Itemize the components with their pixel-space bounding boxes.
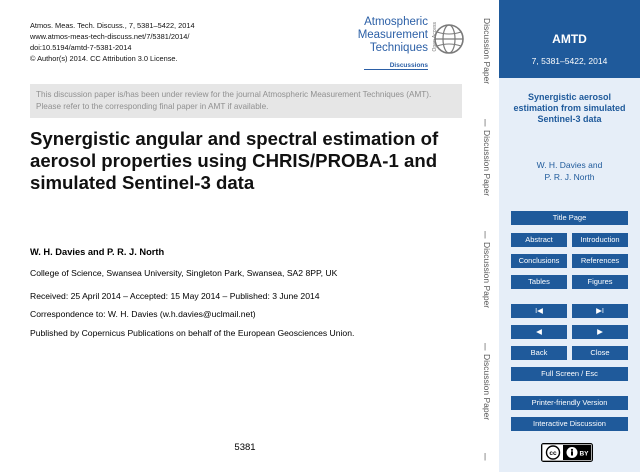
logo-line-1: Atmospheric [364,16,428,28]
abstract-button[interactable]: Abstract [511,233,567,247]
svg-text:cc: cc [549,450,557,457]
journal-abbreviation: AMTD [552,32,587,46]
globe-emblem-icon [432,22,466,56]
page-number: 5381 [234,442,256,453]
affiliation: College of Science, Swansea University, Singleton Park, Swansea, SA2 8PP, UK [30,268,338,278]
back-button[interactable]: Back [511,346,567,360]
journal-url[interactable]: www.atmos-meas-tech-discuss.net/7/5381/2014/ [30,32,190,41]
correspondence: Correspondence to: W. H. Davies (w.h.davies@uclmail.net) [30,309,256,319]
navigation-sidebar [499,0,640,472]
logo-subtitle: Discussions [389,62,428,69]
logo-rule [364,69,428,70]
strip-separator: | [483,342,487,351]
license-line: © Author(s) 2014. CC Attribution 3.0 License. [30,54,178,63]
svg-text:BY: BY [579,450,589,458]
conclusions-button[interactable]: Conclusions [511,254,567,268]
sidebar-author-line: P. R. J. North [544,172,595,182]
header-meta [30,20,195,64]
strip-label: Discussion Paper [482,130,492,197]
review-notice [30,84,462,118]
strip-separator: | [483,118,487,127]
last-page-icon[interactable]: ▶I [572,304,628,318]
citation: Atmos. Meas. Tech. Discuss., 7, 5381–5422, 2014 [30,21,195,30]
printer-friendly-button[interactable]: Printer-friendly Version [511,396,628,410]
journal-logo [338,16,468,72]
logo-line-2: Measurement [357,29,428,41]
sidebar-header [499,0,640,78]
close-button[interactable]: Close [572,346,628,360]
review-notice-text: This discussion paper is/has been under review for the journal Atmospheric Measurement Techniques (AMT). Please refer to the corresponding final paper in AMT if available. [36,90,432,111]
publisher-note: Published by Copernicus Publications on behalf of the European Geosciences Union. [30,328,355,338]
sidebar-title: Synergistic aerosol estimation from simulated Sentinel-3 data [513,92,626,124]
strip-separator: | [483,452,487,461]
strip-label: Discussion Paper [482,18,492,85]
next-page-icon[interactable]: ▶ [572,325,628,339]
strip-label: Discussion Paper [482,242,492,309]
paper-title: Synergistic angular and spectral estimation of aerosol properties using CHRIS/PROBA-1 and simulated Sentinel-3 data [30,128,439,193]
paper-authors: W. H. Davies and P. R. J. North [30,247,165,257]
title-page-button[interactable]: Title Page [511,211,628,225]
introduction-button[interactable]: Introduction [572,233,628,247]
first-page-icon[interactable]: I◀ [511,304,567,318]
cc-by-license-icon[interactable] [541,443,593,462]
discussion-paper-strip [476,14,494,472]
sidebar-authors [507,159,632,183]
open-access-label: Open Access [432,22,438,52]
previous-page-icon[interactable]: ◀ [511,325,567,339]
sidebar-author-line: W. H. Davies and [536,160,603,170]
references-button[interactable]: References [572,254,628,268]
logo-line-3: Techniques [369,42,428,54]
full-screen-button[interactable]: Full Screen / Esc [511,367,628,381]
figures-button[interactable]: Figures [572,275,628,289]
doi[interactable]: doi:10.5194/amtd-7-5381-2014 [30,43,132,52]
journal-volume: 7, 5381–5422, 2014 [531,56,608,66]
interactive-discussion-button[interactable]: Interactive Discussion [511,417,628,431]
tables-button[interactable]: Tables [511,275,567,289]
strip-label: Discussion Paper [482,354,492,421]
strip-separator: | [483,230,487,239]
publication-dates: Received: 25 April 2014 – Accepted: 15 May 2014 – Published: 3 June 2014 [30,291,320,301]
